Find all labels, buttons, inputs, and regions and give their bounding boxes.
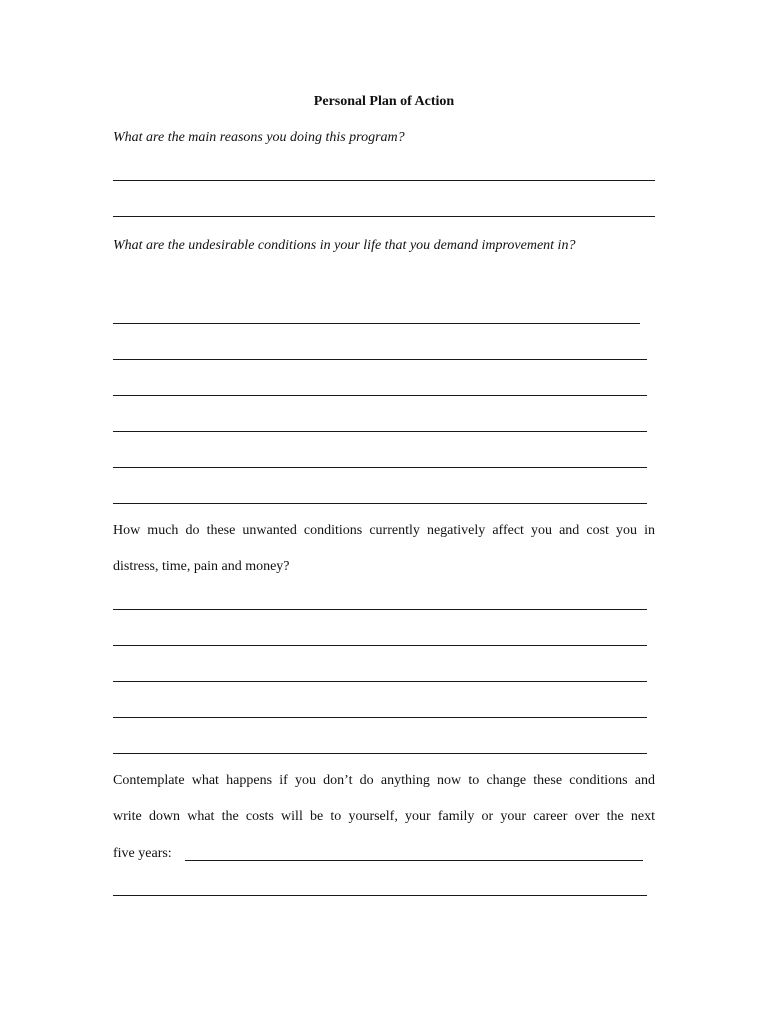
answer-line[interactable] xyxy=(113,467,647,468)
question-1: What are the main reasons you doing this program? xyxy=(113,130,405,145)
answer-line[interactable] xyxy=(113,753,647,754)
question-2: What are the undesirable conditions in your life that you demand improvement in? xyxy=(113,238,576,253)
answer-line[interactable] xyxy=(113,323,640,324)
answer-line[interactable] xyxy=(185,860,643,861)
answer-line[interactable] xyxy=(113,503,647,504)
question-3-line-2: distress, time, pain and money? xyxy=(113,559,290,574)
answer-line[interactable] xyxy=(113,359,647,360)
page-title: Personal Plan of Action xyxy=(313,94,455,109)
answer-line[interactable] xyxy=(113,681,647,682)
answer-line[interactable] xyxy=(113,180,655,181)
answer-line[interactable] xyxy=(113,717,647,718)
answer-line[interactable] xyxy=(113,395,647,396)
question-3-line-1: How much do these unwanted conditions currently negatively affect you and cost you in xyxy=(113,523,655,538)
answer-line[interactable] xyxy=(113,216,655,217)
question-4-line-2: write down what the costs will be to yourself, your family or your career over the next xyxy=(113,809,655,824)
answer-line[interactable] xyxy=(113,609,647,610)
answer-line[interactable] xyxy=(113,431,647,432)
question-4-line-3: five years: xyxy=(113,846,172,861)
answer-line[interactable] xyxy=(113,895,647,896)
question-4-line-1: Contemplate what happens if you don’t do anything now to change these conditions and xyxy=(113,773,655,788)
answer-line[interactable] xyxy=(113,645,647,646)
